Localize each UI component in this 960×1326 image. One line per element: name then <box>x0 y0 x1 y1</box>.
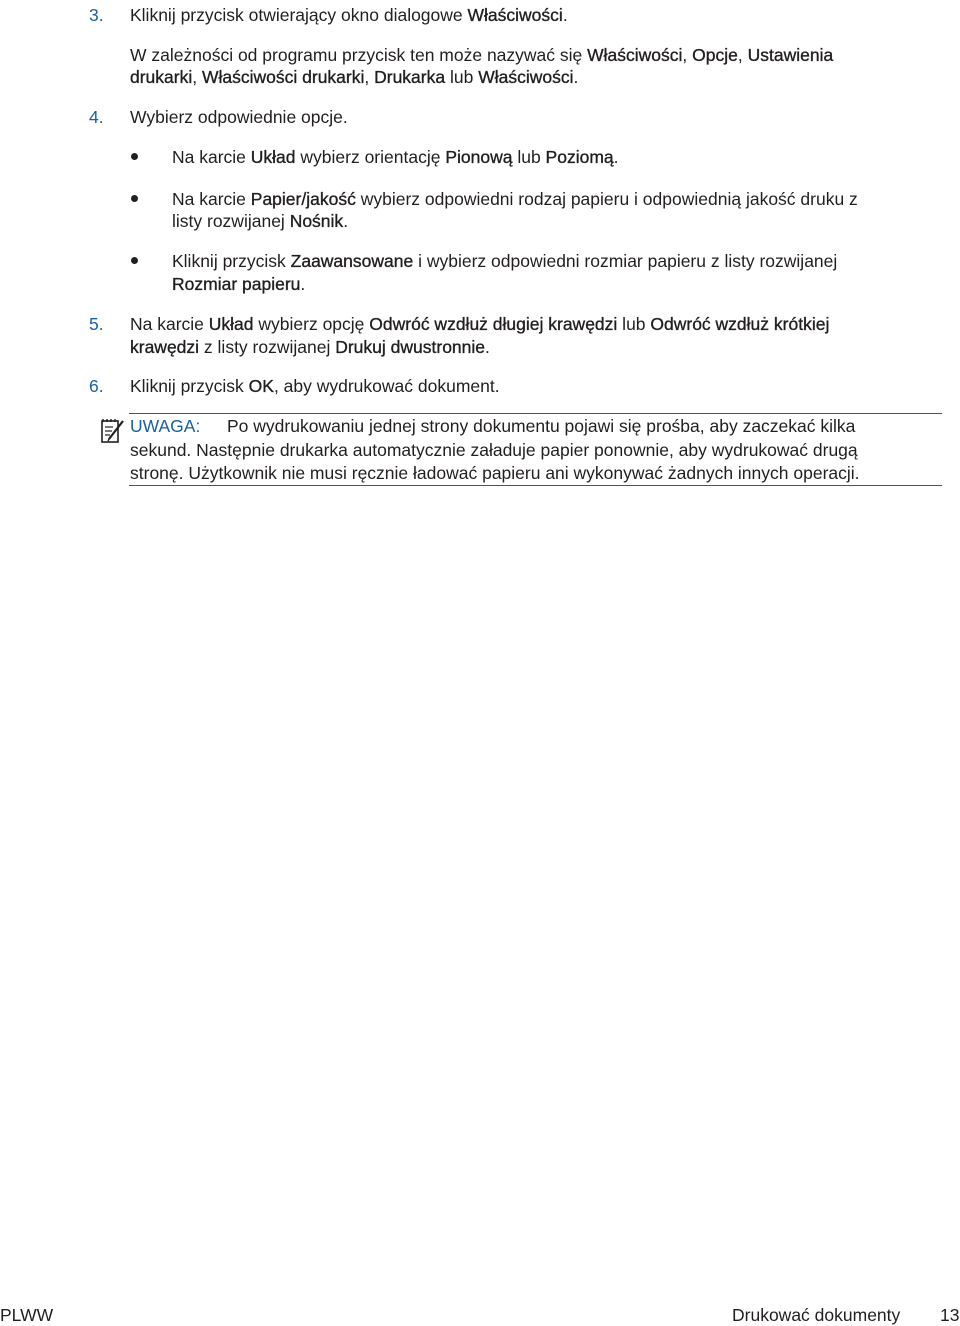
step-text <box>130 375 500 397</box>
text-run: Kliknij przycisk <box>130 376 249 396</box>
step-text <box>130 313 829 335</box>
text-run: , <box>737 45 748 65</box>
bullet-item-continuation <box>172 273 305 295</box>
bullet-item <box>172 188 858 210</box>
text-run: wybierz odpowiedni rodzaj papieru i odpowiednią jakość druku z <box>355 189 858 209</box>
ui-term: Rozmiar papieru <box>172 274 301 294</box>
text-run: , aby wydrukować dokument. <box>273 376 500 396</box>
text-run: lub <box>512 147 546 167</box>
text-run: z listy rozwijanej <box>199 337 336 357</box>
text-run: i wybierz odpowiedni rozmiar papieru z listy rozwijanej <box>413 251 838 271</box>
note-text-line: sekund. Następnie drukarka automatycznie załaduje papier ponownie, aby wydrukować drugą <box>130 440 858 460</box>
step-text <box>130 106 348 128</box>
step-number: 4. <box>89 107 104 127</box>
ui-term: Opcje <box>692 45 738 65</box>
footer-section-title: Drukować dokumenty <box>732 1305 901 1325</box>
footer-left-label: PLWW <box>0 1305 54 1325</box>
note-top-rule <box>129 413 942 414</box>
text-run: , <box>192 67 202 87</box>
text-run: wybierz orientację <box>295 147 446 167</box>
step-detail-line <box>130 44 833 66</box>
note-label: UWAGA: <box>130 416 201 436</box>
ui-term: Właściwości <box>587 45 683 65</box>
ui-term: drukarki <box>130 67 193 87</box>
step-number: 3. <box>89 5 104 25</box>
ui-term: Poziomą <box>545 147 614 167</box>
text-run: wybierz opcję <box>253 314 370 334</box>
ui-term: Układ <box>208 314 254 334</box>
ui-term: Nośnik <box>289 211 344 231</box>
text-run: listy rozwijanej <box>172 211 290 231</box>
note-bottom-rule <box>129 485 942 486</box>
ui-term: krawędzi <box>130 337 200 357</box>
ui-term: Właściwości drukarki <box>201 67 365 87</box>
step-text <box>130 4 568 26</box>
text-run: . <box>485 337 490 357</box>
text-run: . <box>562 5 568 25</box>
ui-term: Drukarka <box>374 67 446 87</box>
ui-term: Odwróć wzdłuż długiej krawędzi <box>369 314 618 334</box>
text-run: . <box>573 67 579 87</box>
text-run: . <box>300 274 306 294</box>
bullet-item-continuation <box>172 210 348 232</box>
text-run: Na karcie <box>172 189 251 209</box>
ui-term: Drukuj dwustronnie <box>335 337 486 357</box>
ui-term: Właściwości <box>467 5 563 25</box>
text-run: , <box>682 45 693 65</box>
step-number: 5. <box>89 314 104 334</box>
bullet-icon <box>131 257 138 264</box>
text-run: . <box>343 211 349 231</box>
text-run: lub <box>445 67 479 87</box>
page-number: 13 <box>940 1305 960 1325</box>
text-run: . <box>613 147 619 167</box>
bullet-icon <box>131 195 138 202</box>
bullet-item <box>172 250 837 272</box>
text-run: Na karcie <box>130 314 209 334</box>
bullet-icon <box>131 153 138 160</box>
note-text-line: stronę. Użytkownik nie musi ręcznie ładować papieru ani wykonywać żadnych innych operacji. <box>130 463 860 483</box>
ui-term: Pionową <box>445 147 513 167</box>
step-detail-line <box>130 66 578 88</box>
step-text-continuation <box>130 336 490 358</box>
ui-term: Właściwości <box>478 67 574 87</box>
step-number: 6. <box>89 376 104 396</box>
text-run: , <box>364 67 375 87</box>
ui-term: Ustawienia <box>747 45 834 65</box>
note-text-line: Po wydrukowaniu jednej strony dokumentu pojawi się prośba, aby zaczekać kilka <box>227 416 856 436</box>
text-run: lub <box>617 314 651 334</box>
ui-term: Układ <box>250 147 296 167</box>
text-run: Kliknij przycisk <box>172 251 291 271</box>
ui-term: OK <box>248 376 274 396</box>
text-run: Kliknij przycisk otwierający okno dialogowe <box>130 5 468 25</box>
text-run: W zależności od programu przycisk ten może nazywać się <box>130 45 588 65</box>
text-run: Na karcie <box>172 147 251 167</box>
ui-term: Odwróć wzdłuż krótkiej <box>650 314 830 334</box>
ui-term: Zaawansowane <box>290 251 414 271</box>
text-run: Wybierz odpowiednie opcje. <box>130 107 348 127</box>
note-first-line <box>130 415 200 437</box>
note-icon <box>100 415 126 445</box>
bullet-item <box>172 146 619 168</box>
ui-term: Papier/jakość <box>250 189 356 209</box>
